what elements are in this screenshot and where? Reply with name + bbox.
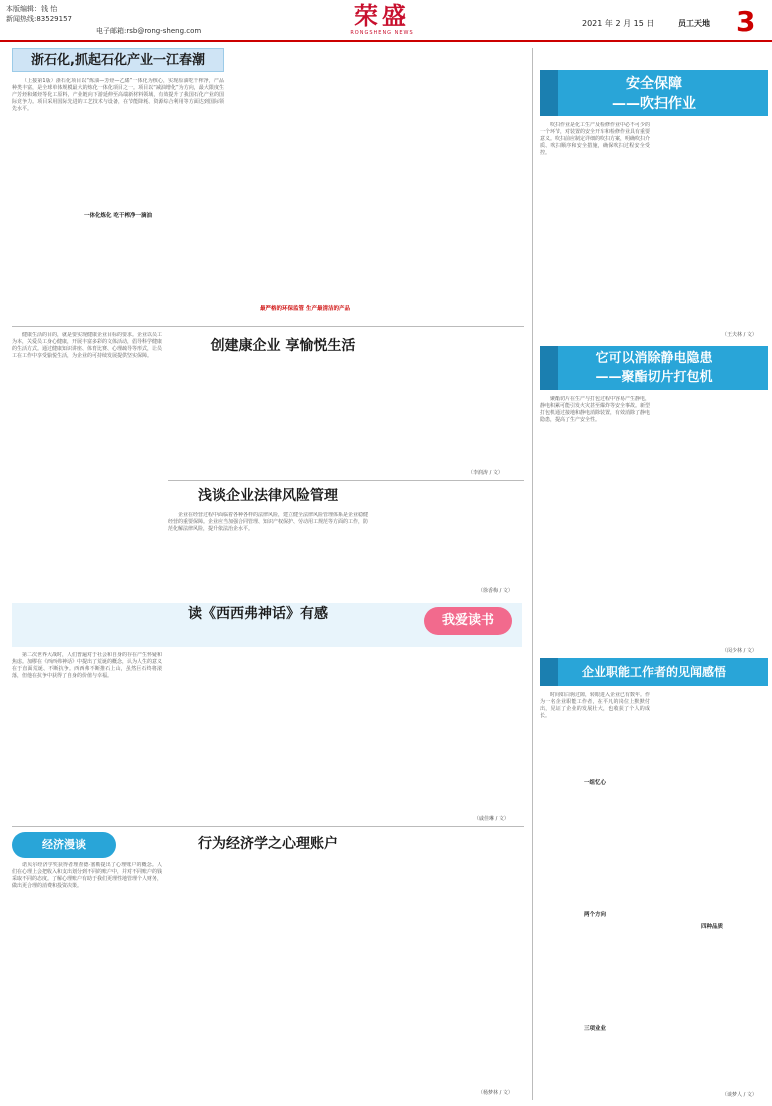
reading-col2 bbox=[168, 652, 292, 824]
right1-author: （王夫林 / 文） bbox=[722, 332, 757, 338]
right3-banner-bar bbox=[540, 658, 558, 686]
article1-col1b bbox=[12, 224, 224, 320]
right3-col1b bbox=[540, 790, 650, 908]
econ-col1 bbox=[12, 862, 162, 1100]
email-line: 电子邮箱:rsb@rong-sheng.com bbox=[96, 27, 202, 35]
right3-banner bbox=[540, 658, 768, 686]
right2-col2 bbox=[656, 396, 768, 636]
right3-col1c bbox=[540, 922, 650, 1022]
reading-col3 bbox=[298, 652, 408, 824]
right1-banner-bar bbox=[540, 70, 558, 116]
econ-col3 bbox=[298, 862, 408, 1100]
article1-subtitle-1: 一体化炼化 吃干榨净一滴油 bbox=[84, 213, 152, 219]
econ-banner: 经济漫谈 bbox=[12, 832, 116, 858]
article2-author: （李润涛 / 文） bbox=[468, 470, 503, 476]
econ-col2 bbox=[168, 862, 292, 1100]
right3-col2a bbox=[656, 692, 768, 920]
article3-col2 bbox=[374, 484, 524, 588]
article2-col2 bbox=[168, 362, 524, 472]
issue-date: 2021 年 2 月 15 日 bbox=[582, 19, 655, 28]
article1-title-bar bbox=[12, 48, 224, 72]
right3-sub-3: 三项业业 bbox=[583, 1025, 606, 1032]
right3-sub-4: 四种品质 bbox=[700, 923, 723, 930]
page-number: 3 bbox=[736, 5, 756, 38]
econ-author: （杨梦林 / 文） bbox=[478, 1090, 513, 1096]
right2-col1 bbox=[540, 396, 650, 646]
right2-title-1: 它可以消除静电隐患 bbox=[595, 351, 713, 366]
right1-col1 bbox=[540, 122, 650, 332]
reading-col4 bbox=[414, 652, 524, 816]
article2-col1 bbox=[12, 332, 162, 552]
reading-title: 读《西西弗神话》有感 bbox=[188, 606, 328, 622]
editor-line: 本版编辑：钱 怡 bbox=[6, 5, 58, 13]
right3-col2b bbox=[656, 934, 768, 1090]
right2-title-2: ——聚酯切片打包机 bbox=[595, 370, 713, 385]
logo-text: 荣盛 bbox=[354, 1, 410, 30]
reading-body: 第二次世界大战时，人们普遍对于社会和自身的存在产生怀疑和焦虑。加缪在《西西弗神话》中提出了荒诞的概念，认为人生的意义在于直面荒诞、不断抗争。西西弗不断推石上山，虽然巨石终将滚落，但他在抗争中获得了自身的价值与幸福。 bbox=[12, 652, 162, 679]
page-header bbox=[0, 0, 772, 42]
article3-author: （徐香梅 / 文） bbox=[478, 588, 513, 594]
right2-banner-bar bbox=[540, 346, 558, 390]
article1-subtitle-2: 最严格的环保监管 生产最清洁的产品 bbox=[260, 305, 350, 312]
reading-badge: 我爱读书 bbox=[424, 607, 512, 635]
right3-col1a bbox=[540, 692, 650, 776]
right1-title-2: ——吹扫作业 bbox=[612, 96, 696, 112]
reading-author: （戚佳琳 / 文） bbox=[474, 816, 509, 822]
right1-body: 吹扫作业是化工生产及检修作业中必不可少的一个环节，对装置的安全开车和检修作业具有重要意义。吹扫前应制定详细的吹扫方案，明确吹扫介质、吹扫顺序和安全措施，确保吹扫过程安全受控。 bbox=[540, 122, 650, 156]
article2-body: 健康生活的目的，就是要实现健康企业目标的要求。企业以员工为本，关爱员工身心健康，开展丰富多彩的文体活动，倡导科学健康的生活方式。通过健康知识讲座、体育比赛、心理疏导等形式，让员工在工作中享受愉悦生活，为企业的可持续发展提供坚实保障。 bbox=[12, 332, 162, 359]
econ-body: 诺贝尔经济学奖获得者理查德·塞勒提出了心理账户的概念。人们在心理上会把收入和支出划分到不同的账户中，并对不同账户的钱采取不同的态度。了解心理账户有助于我们更理性地管理个人财务，做出更合理的消费和投资决策。 bbox=[12, 862, 162, 889]
section-name: 员工天地 bbox=[678, 19, 710, 28]
divider-3 bbox=[12, 826, 524, 827]
right2-body: 聚酯切片在生产与打包过程中容易产生静电，静电积累可能引发火灾甚至爆炸等安全事故。新型打包机通过接地和静电消除装置，有效消除了静电隐患，提高了生产安全性。 bbox=[540, 396, 650, 423]
right2-author: （闵少林 / 文） bbox=[722, 648, 757, 654]
econ-col4 bbox=[414, 862, 524, 1088]
right1-title-1: 安全保障 bbox=[626, 76, 682, 92]
article3-body: 企业在经营过程中面临着各种各样的法律风险，建立健全法律风险管理体系是企业稳健经营的重要保障。企业应当加强合同管理、知识产权保护、劳动用工规范等方面的工作，防范化解法律风险，提升依法治企水平。 bbox=[168, 512, 368, 532]
article3-title: 浅谈企业法律风险管理 bbox=[198, 487, 338, 504]
phone-line: 新闻热线:83529157 bbox=[6, 15, 72, 23]
article1-title: 浙石化,抓起石化产业一江春潮 bbox=[31, 52, 205, 68]
econ-title: 行为经济学之心理账户 bbox=[198, 835, 338, 852]
right1-banner bbox=[540, 70, 768, 116]
article2-title: 创建康企业 享愉悦生活 bbox=[210, 337, 356, 354]
right1-col2 bbox=[656, 122, 768, 322]
right3-sub-2: 两个方向 bbox=[583, 911, 606, 918]
right2-banner bbox=[540, 346, 768, 390]
reading-header bbox=[12, 603, 522, 647]
article1-col1 bbox=[12, 78, 224, 210]
right3-title: 企业职能工作者的见闻感悟 bbox=[581, 665, 726, 679]
article1-col3 bbox=[386, 48, 524, 322]
newspaper-logo bbox=[322, 2, 442, 40]
logo-sub: RONGSHENG NEWS bbox=[350, 30, 414, 36]
right3-sub-1: 一组忆心 bbox=[583, 779, 606, 786]
article1-col2 bbox=[230, 48, 380, 302]
reading-col1 bbox=[12, 652, 162, 824]
article3-col1 bbox=[168, 512, 368, 596]
right3-col1d bbox=[540, 1036, 650, 1100]
column-divider bbox=[532, 48, 533, 1100]
divider-1 bbox=[12, 326, 524, 327]
right3-author: （谈梦人 / 文） bbox=[722, 1092, 757, 1098]
article1-body: （上接第1版）浙石化项目以“炼油—芳烃—乙烯”一体化为核心，实现原油吃干榨净，产品种类丰富，是全球单体规模最大的炼化一体化项目之一。项目以“减油增化”为方向，最大限度生产芳烃和烯烃等化工原料，产业链向下游延伸至高端新材料领域，有效提升了我国石化产业的国际竞争力。项目采用国际先进的工艺技术与设备，在节能降耗、资源综合利用等方面达到国际领先水平。 bbox=[12, 78, 224, 112]
divider-2 bbox=[168, 480, 524, 481]
right3-body: 时间如白驹过隙，转眼进入企业已有数年。作为一名企业职能工作者，在平凡的岗位上默默付出，见证了企业的发展壮大，也收获了个人的成长。 bbox=[540, 692, 650, 719]
editor-info bbox=[6, 4, 72, 24]
